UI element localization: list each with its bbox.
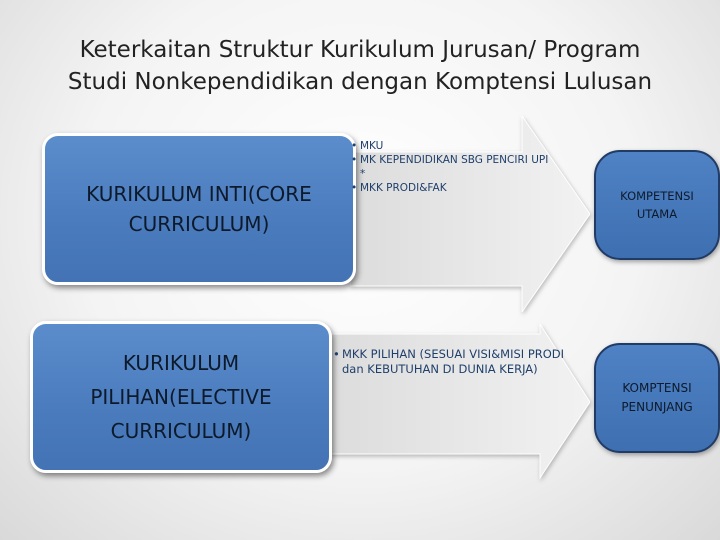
elective-label-line-1: KURIKULUM	[122, 351, 240, 375]
elective-course-list	[333, 347, 579, 377]
diagram-title	[20, 34, 700, 98]
main-competence-line-1: KOMPETENSI	[620, 189, 694, 203]
core-course-list	[351, 139, 551, 195]
elective-label-line-2: PILIHAN(ELECTIVE	[90, 385, 272, 409]
main-competence-node	[594, 150, 720, 260]
elective-label-line-3: CURRICULUM)	[110, 419, 252, 443]
main-competence-line-2: UTAMA	[636, 207, 678, 221]
core-label-line-1: KURIKULUM INTI(CORE	[86, 182, 312, 206]
elective-course-item: • MKK PILIHAN (SESUAI VISI&MISI PRODI dan KEBUTUHAN DI DUNIA KERJA)	[333, 347, 579, 377]
elective-curriculum-box	[30, 321, 332, 473]
core-course-item: • MKU	[351, 139, 551, 153]
core-curriculum-box	[42, 133, 356, 285]
supporting-competence-node	[594, 343, 720, 453]
supporting-competence-line-2: PENUNJANG	[621, 400, 693, 414]
core-label-line-2: CURRICULUM)	[128, 212, 270, 236]
core-course-item: • MK KEPENDIDIKAN SBG PENCIRI UPI *	[351, 153, 551, 181]
title-line-2: Studi Nonkependidikan dengan Komptensi Lulusan	[67, 69, 653, 95]
core-course-item: • MKK PRODI&FAK	[351, 181, 551, 195]
title-line-1: Keterkaitan Struktur Kurikulum Jurusan/ Program	[79, 37, 641, 63]
supporting-competence-line-1: KOMPTENSI	[622, 381, 692, 395]
